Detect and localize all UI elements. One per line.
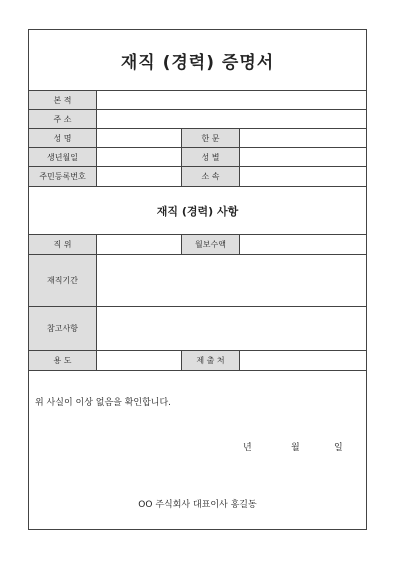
resident-no-label: 주민등록번호 [29,167,97,186]
name-label: 성 명 [29,129,97,147]
position-label: 직 위 [29,235,97,254]
period-field[interactable] [97,255,366,306]
certificate-form [28,29,367,530]
resident-no-field[interactable] [97,167,181,186]
submit-to-label: 제 출 처 [181,351,240,370]
date-day: 일 [334,443,343,453]
remarks-field[interactable] [97,307,366,350]
row-remarks [29,307,366,351]
gender-label: 성 별 [181,148,240,166]
submit-to-field[interactable] [240,351,366,370]
affiliation-field[interactable] [240,167,366,186]
date-year: 년 [243,443,252,453]
domicile-field[interactable] [97,91,366,109]
birth-label: 생년월일 [29,148,97,166]
date-month: 월 [291,443,300,453]
row-domicile [29,91,366,110]
purpose-label: 용 도 [29,351,97,370]
company-signature: OO 주식회사 대표이사 홍길동 [138,500,257,510]
purpose-field[interactable] [97,351,181,370]
row-address [29,110,366,129]
row-purpose [29,351,366,371]
domicile-label: 본 적 [29,91,97,109]
affiliation-label: 소 속 [181,167,240,186]
hanja-label: 한 문 [181,129,240,147]
hanja-field[interactable] [240,129,366,147]
row-period [29,255,366,307]
name-field[interactable] [97,129,181,147]
row-name [29,129,366,148]
position-field[interactable] [97,235,181,254]
salary-label: 월보수액 [181,235,240,254]
section-title: 재직 (경력) 사항 [29,187,366,235]
salary-field[interactable] [240,235,366,254]
period-label: 재직기간 [29,255,97,306]
remarks-label: 참고사항 [29,307,97,350]
confirm-statement: 위 사실이 이상 없음을 확인합니다. [35,398,172,408]
gender-field[interactable] [240,148,366,166]
form-title: 재직 (경력) 증명서 [29,30,366,91]
row-position [29,235,366,255]
birth-field[interactable] [97,148,181,166]
row-resident [29,167,366,187]
address-label: 주 소 [29,110,97,128]
row-birth [29,148,366,167]
address-field[interactable] [97,110,366,128]
